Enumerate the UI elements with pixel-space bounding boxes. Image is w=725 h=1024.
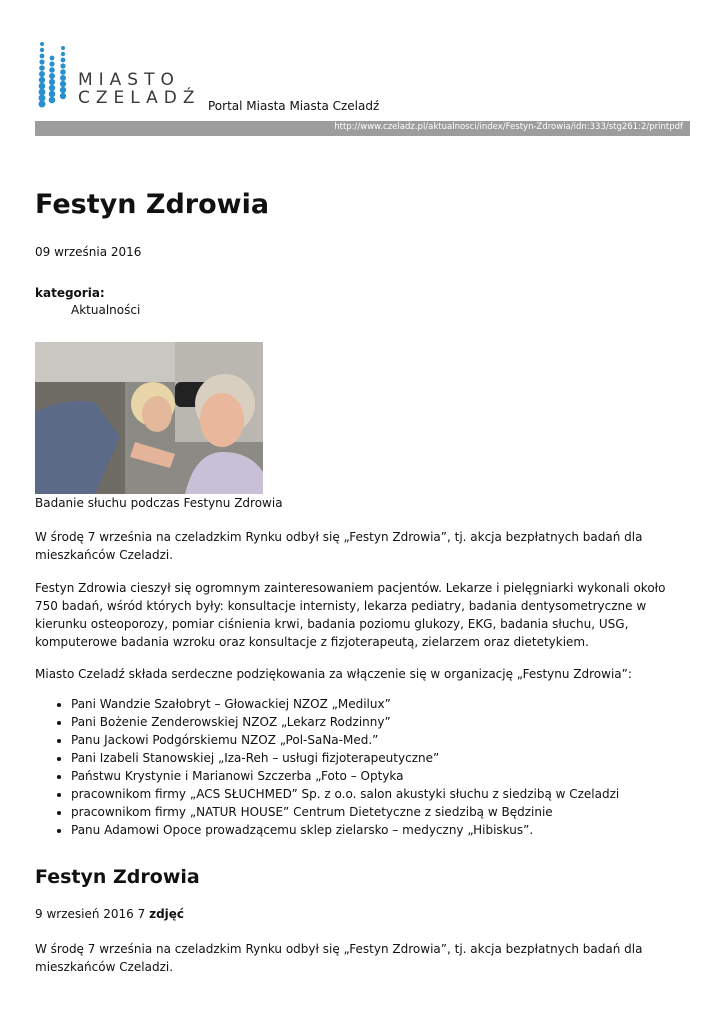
list-item: • Pani Izabeli Stanowskiej „Iza-Reh – usługi fizjoterapeutyczne” bbox=[71, 749, 691, 767]
list-item: • Panu Adamowi Opoce prowadzącemu sklep zielarsko – medyczny „Hibiskus”. bbox=[71, 821, 691, 839]
gallery-paragraph: W środę 7 września na czeladzkim Rynku odbył się „Festyn Zdrowia”, tj. akcja bezpłatnych badań dla mieszkańców Czeladzi. bbox=[35, 942, 643, 974]
article-paragraph-3: Miasto Czeladź składa serdeczne podziękowania za włączenie się w organizację „Festynu Zdrowia”: bbox=[35, 667, 632, 681]
city-logo-icon bbox=[35, 38, 71, 110]
page-url[interactable]: http://www.czeladz.pl/aktualnosci/index/Festyn-Zdrowia/idn:333/stg261:2/printpdf bbox=[334, 122, 683, 132]
url-bar bbox=[35, 121, 690, 136]
article-title: Festyn Zdrowia bbox=[35, 189, 270, 220]
article-paragraph-1: W środę 7 września na czeladzkim Rynku odbył się „Festyn Zdrowia”, tj. akcja bezpłatnych badań dla mieszkańców Czeladzi. bbox=[35, 530, 643, 562]
article-paragraph-2: Festyn Zdrowia cieszył się ogromnym zainteresowaniem pacjentów. Lekarze i pielęgniarki wykonali około 750 badań, wśród których były: konsultacje internisty, lekarza pediatry, badania dentysometryczne w kierunku osteoporozy, pomiar ciśnienia krwi, badania poziomu glukozy, EKG, badania słuchu, USG, komputerowe badania wzroku oraz konsultacje z fizjoterapeutą, zielarzem oraz dietetykiem. bbox=[35, 581, 666, 649]
gallery-count-label[interactable]: zdjęć bbox=[149, 907, 185, 921]
thanks-list bbox=[35, 695, 691, 839]
list-item: • Państwu Krystynie i Marianowi Szczerba „Foto – Optyka bbox=[71, 767, 691, 785]
article-photo bbox=[35, 342, 263, 494]
category-label: kategoria: bbox=[35, 286, 105, 300]
list-item: • Pani Wandzie Szałobryt – Głowackiej NZOZ „Medilux” bbox=[71, 695, 691, 713]
gallery-title: Festyn Zdrowia bbox=[35, 866, 200, 888]
category-value[interactable]: Aktualności bbox=[71, 303, 141, 317]
logo-wordmark bbox=[78, 71, 200, 107]
gallery-meta bbox=[35, 907, 184, 921]
portal-title: Portal Miasta Miasta Czeladź bbox=[208, 99, 380, 113]
gallery-date: 9 wrzesień 2016 bbox=[35, 907, 134, 921]
gallery-count: 7 bbox=[137, 907, 146, 921]
logo-line-2: CZELADŹ bbox=[78, 88, 201, 108]
logo-line-1: MIASTO bbox=[78, 70, 180, 90]
list-item: • pracownikom firmy „NATUR HOUSE” Centrum Dietetyczne z siedzibą w Będzinie bbox=[71, 803, 691, 821]
list-item: • pracownikom firmy „ACS SŁUCHMED” Sp. z o.o. salon akustyki słuchu z siedzibą w Czeladzi bbox=[71, 785, 691, 803]
page-header bbox=[35, 38, 690, 118]
photo-caption: Badanie słuchu podczas Festynu Zdrowia bbox=[35, 496, 283, 510]
list-item: • Panu Jackowi Podgórskiemu NZOZ „Pol-SaNa-Med.” bbox=[71, 731, 691, 749]
list-item: • Pani Bożenie Zenderowskiej NZOZ „Lekarz Rodzinny” bbox=[71, 713, 691, 731]
article-date: 09 września 2016 bbox=[35, 245, 142, 259]
